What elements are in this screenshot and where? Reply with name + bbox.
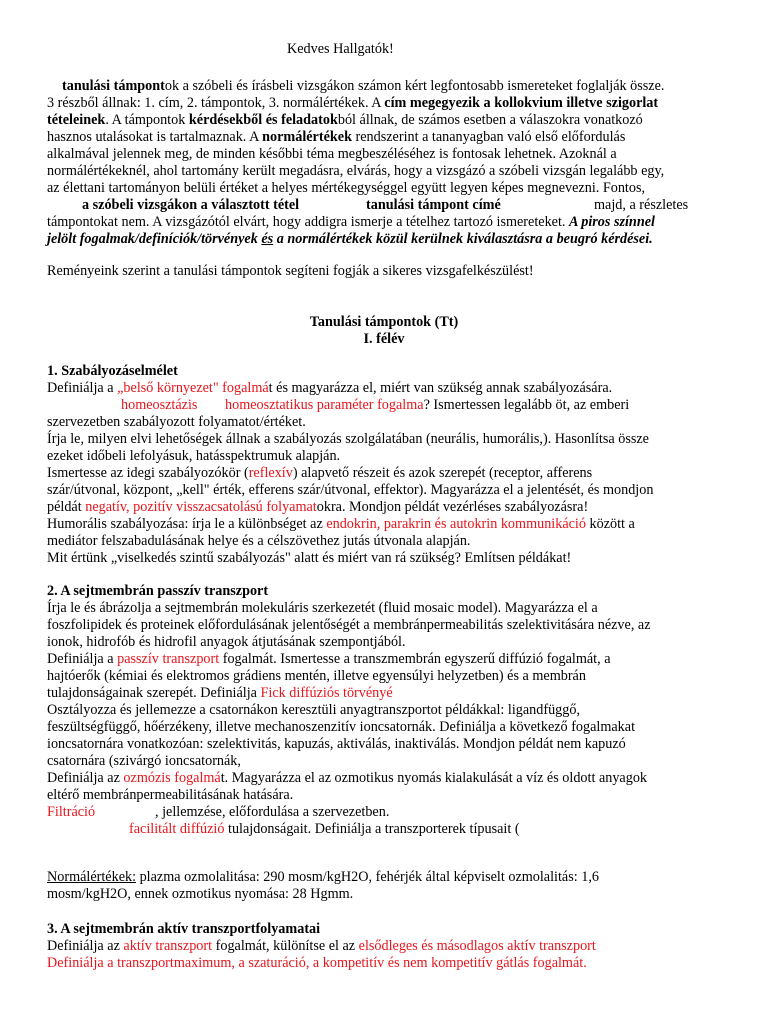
- s1-line-7: szár/útvonal, központ, „kell" érték, efferens szár/útvonal, effektor). Magyarázza el a jelentését, és mondjon: [47, 482, 654, 498]
- greeting: Kedves Hallgatók!: [287, 41, 394, 57]
- s1-line-6: Ismertesse az idegi szabályozókör (reflexív) alapvető részeit és azok szerepét (receptor, afferens: [47, 465, 593, 481]
- s2-line-2: foszfolipidek és proteinek előfordulásának jelentőségét a membránpermeabilitás szelektivitására nézve, az: [47, 617, 651, 633]
- intro-line-3: tételeinek. A támpontok kérdésekből és feladatokból állnak, de számos esetben a válaszokra vonatkozó: [47, 112, 643, 128]
- intro-line-2: 3 részből állnak: 1. cím, 2. támpontok, 3. normálértékek. A cím megegyezik a kollokvium illetve szigorlat: [47, 95, 659, 111]
- s2-line-13: , jellemzése, előfordulása a szervezetben.: [155, 804, 390, 820]
- s1-line-4: Írja le, milyen elvi lehetőségek állnak a szabályozás szolgálatában (neurális, humorális,). Hasonlítsa össze: [47, 431, 649, 447]
- intro-line-10: jelölt fogalmak/definíciók/törvények és a normálértékek közül kerülnek kiválasztásra a beugró kérdései.: [47, 231, 653, 247]
- intro-line-8b: tanulási támpont címé: [366, 197, 501, 213]
- norm-line-1: Normálértékek: plazma ozmolalitása: 290 mosm/kgH2O, fehérjék által képviselt ozmolalitás: 1,6: [47, 869, 599, 885]
- intro-line-8c: majd, a részletes: [594, 197, 689, 213]
- s3-line-1: Definiálja az aktív transzport fogalmát, különítse el az elsődleges és másodlagos aktív transzport: [47, 938, 596, 954]
- s2-term-filtration: Filtráció: [47, 804, 96, 820]
- s2-line-8: feszültségfüggő, hőérzékeny, illetve mechanoszenzitív ioncsatornák. Definiálja a következő fogalmakat: [47, 719, 636, 735]
- intro-line-9: támpontokat nem. A vizsgázótól elvárt, hogy addigra ismerje a tételhez tartozó ismereteket. A piros színnel: [47, 214, 655, 230]
- s2-line-14: facilitált diffúzió tulajdonságait. Definiálja a transzporterek típusait (: [129, 821, 520, 837]
- doc-title: Tanulási támpontok (Tt): [309, 314, 459, 330]
- intro-line-6: normálértékeknél, ahol tartomány került megadásra, elvárás, hogy a vizsgázó a szóbeli vizsgán legalább egy,: [47, 163, 665, 179]
- s1-line-11: Mit értünk „viselkedés szintű szabályozás" alatt és miért van rá szükség? Említsen példákat!: [47, 550, 572, 566]
- s1-line-8: példát negatív, pozitív visszacsatolású folyamatokra. Mondjon példát vezérléses szabályozásra!: [47, 499, 589, 515]
- s2-line-3: ionok, hidrofób és hidrofil anyagok átjutásának szempontjából.: [47, 634, 406, 650]
- s2-line-4: Definiálja a passzív transzport fogalmát. Ismertesse a transzmembrán egyszerű diffúzió fogalmát, a: [47, 651, 611, 667]
- norm-label: Normálértékek:: [47, 869, 137, 885]
- s3-line-2: Definiálja a transzportmaximum, a szaturáció, a kompetitív és nem kompetitív gátlás fogalmát.: [47, 955, 587, 971]
- s2-line-11: Definiálja az ozmózis fogalmát. Magyarázza el az ozmotikus nyomás kialakulását a víz és oldott anyagok: [47, 770, 648, 786]
- s1-line-10: mediátor felszabadulásának helye és a célszövethez jutás útvonala alapján.: [47, 533, 471, 549]
- s2-line-1: Írja le és ábrázolja a sejtmembrán molekuláris szerkezetét (fluid mosaic model). Magyarázza el a: [47, 600, 598, 616]
- intro-line-7: az élettani tartományon belüli értéket a helyes mértékegységgel együtt legyen képes megnevezni. Fontos,: [47, 180, 646, 196]
- s1-line-2: homeosztatikus paraméter fogalma? Ismertessen legalább öt, az emberi: [225, 397, 630, 413]
- s2-line-10: csatornára (szivárgó ioncsatornák,: [47, 753, 241, 769]
- section-1-heading: 1. Szabályozáselmélet: [47, 363, 178, 379]
- s1-line-9: Humorális szabályozása: írja le a különbséget az endokrin, parakrin és autokrin kommunikáció között a: [47, 516, 635, 532]
- s2-line-6: tulajdonságainak szerepét. Definiálja Fick diffúziós törvényé: [47, 685, 393, 701]
- intro-closing: Reményeink szerint a tanulási támpontok segíteni fogják a sikeres vizsgafelkészülést!: [47, 263, 534, 279]
- s1-term-homeostasis: homeosztázis: [121, 397, 198, 413]
- s1-line-5: ezeket időbeli lefolyásuk, hatásspektrumuk alapján.: [47, 448, 341, 464]
- doc-subtitle: I. félév: [363, 331, 405, 347]
- section-2-heading: 2. A sejtmembrán passzív transzport: [47, 583, 269, 599]
- intro-line-1: tanulási támpontok a szóbeli és írásbeli vizsgákon számon kért legfontosabb ismereteket foglalják össze.: [62, 78, 665, 94]
- s2-line-7: Osztályozza és jellemezze a csatornákon keresztüli anyagtranszportot példákkal: ligandfüggő,: [47, 702, 580, 718]
- s2-line-12: eltérő membránpermeabilitásának hatására.: [47, 787, 294, 803]
- intro-line-4: hasznos utalásokat is tartalmaznak. A normálértékek rendszerint a tananyagban való első előfordulás: [47, 129, 626, 145]
- section-3-heading: 3. A sejtmembrán aktív transzportfolyamatai: [47, 921, 321, 937]
- s2-line-5: hajtóerők (kémiai és elektromos grádiens mentén, illetve egyensúlyi helyzetben) és a membrán: [47, 668, 586, 684]
- s1-line-1: Definiálja a „belső környezet" fogalmát és magyarázza el, miért van szükség annak szabályozására.: [47, 380, 613, 396]
- intro-line-8a: a szóbeli vizsgákon a választott tétel: [82, 197, 300, 213]
- s2-line-9: ioncsatornára vonatkozóan: szelektivitás, kapuzás, aktiválás, inaktiválás. Mondjon példát nem kapuzó: [47, 736, 626, 752]
- s1-line-3: szervezetben szabályozott folyamatot/értéket.: [47, 414, 306, 430]
- norm-line-2: mosm/kgH2O, ennek ozmotikus nyomása: 28 Hgmm.: [47, 886, 354, 902]
- intro-line-5: alkalmával jelennek meg, de minden későbbi téma megbeszéléséhez is fontosak lehetnek. Azoknál a: [47, 146, 617, 162]
